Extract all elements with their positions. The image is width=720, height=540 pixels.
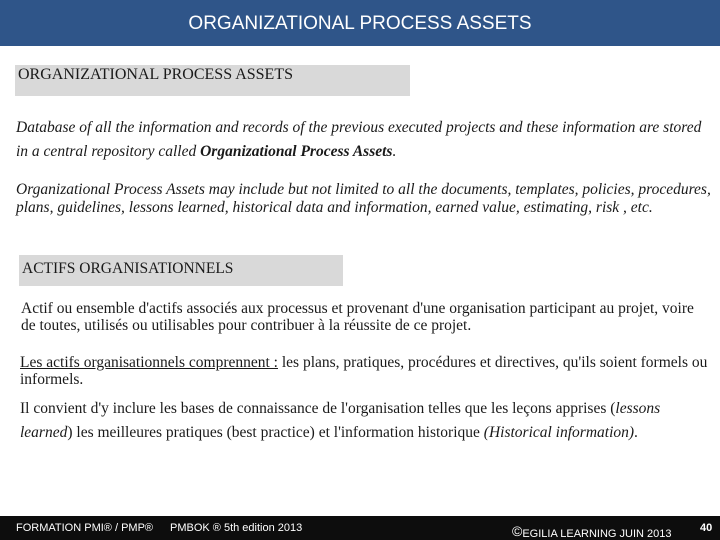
section-heading-english: ORGANIZATIONAL PROCESS ASSETS bbox=[15, 65, 410, 96]
paragraph-comprennent-underlined: Les actifs organisationnels comprennent : bbox=[20, 354, 278, 371]
paragraph-actif: Actif ou ensemble d'actifs associés aux processus et provenant d'une organisation participant au projet, voire de toutes, utilisés ou utilisables pour contribuer à la réussite de ce projet. bbox=[21, 300, 694, 334]
paragraph-comprennent bbox=[20, 354, 710, 388]
section-heading-french: ACTIFS ORGANISATIONNELS bbox=[19, 255, 343, 286]
footer-right-text: EGILIA LEARNING JUIN 2013 bbox=[522, 528, 672, 540]
footer-right bbox=[512, 522, 672, 540]
copyright-icon: © bbox=[512, 523, 523, 539]
slide-title: ORGANIZATIONAL PROCESS ASSETS bbox=[0, 0, 720, 46]
paragraph-includes: Organizational Process Assets may include but not limited to all the documents, templates, policies, procedures, plans, guidelines, lessons learned, historical data and information, earned value, estimating, risk , etc. bbox=[16, 181, 711, 216]
paragraph-definition bbox=[16, 116, 706, 164]
paragraph-definition-bold: Organizational Process Assets bbox=[200, 143, 393, 160]
footer-bar bbox=[0, 516, 720, 540]
paragraph-inclure-d: (Historical information) bbox=[483, 424, 635, 441]
paragraph-definition-end: . bbox=[392, 143, 397, 160]
paragraph-comprennent-rest: les plans, pratiques, procédures et directives, qu'ils soient formels ou informels. bbox=[20, 354, 708, 388]
page-number: 40 bbox=[700, 522, 713, 534]
paragraph-inclure-a: Il convient d'y inclure les bases de connaissance de l'organisation telles que les leçons apprises ( bbox=[20, 400, 616, 417]
paragraph-inclure-b: lessons learned bbox=[20, 400, 661, 441]
paragraph-inclure bbox=[20, 397, 710, 445]
footer-center: PMBOK ® 5th edition 2013 bbox=[170, 522, 303, 534]
footer-left: FORMATION PMI® / PMP® bbox=[16, 522, 154, 534]
paragraph-inclure-c: ) les meilleures pratiques (best practice) et l'information historique bbox=[67, 424, 484, 441]
paragraph-definition-text: Database of all the information and records of the previous executed projects and these information are stored in a central repository called bbox=[16, 119, 702, 160]
paragraph-inclure-e: . bbox=[634, 424, 638, 441]
